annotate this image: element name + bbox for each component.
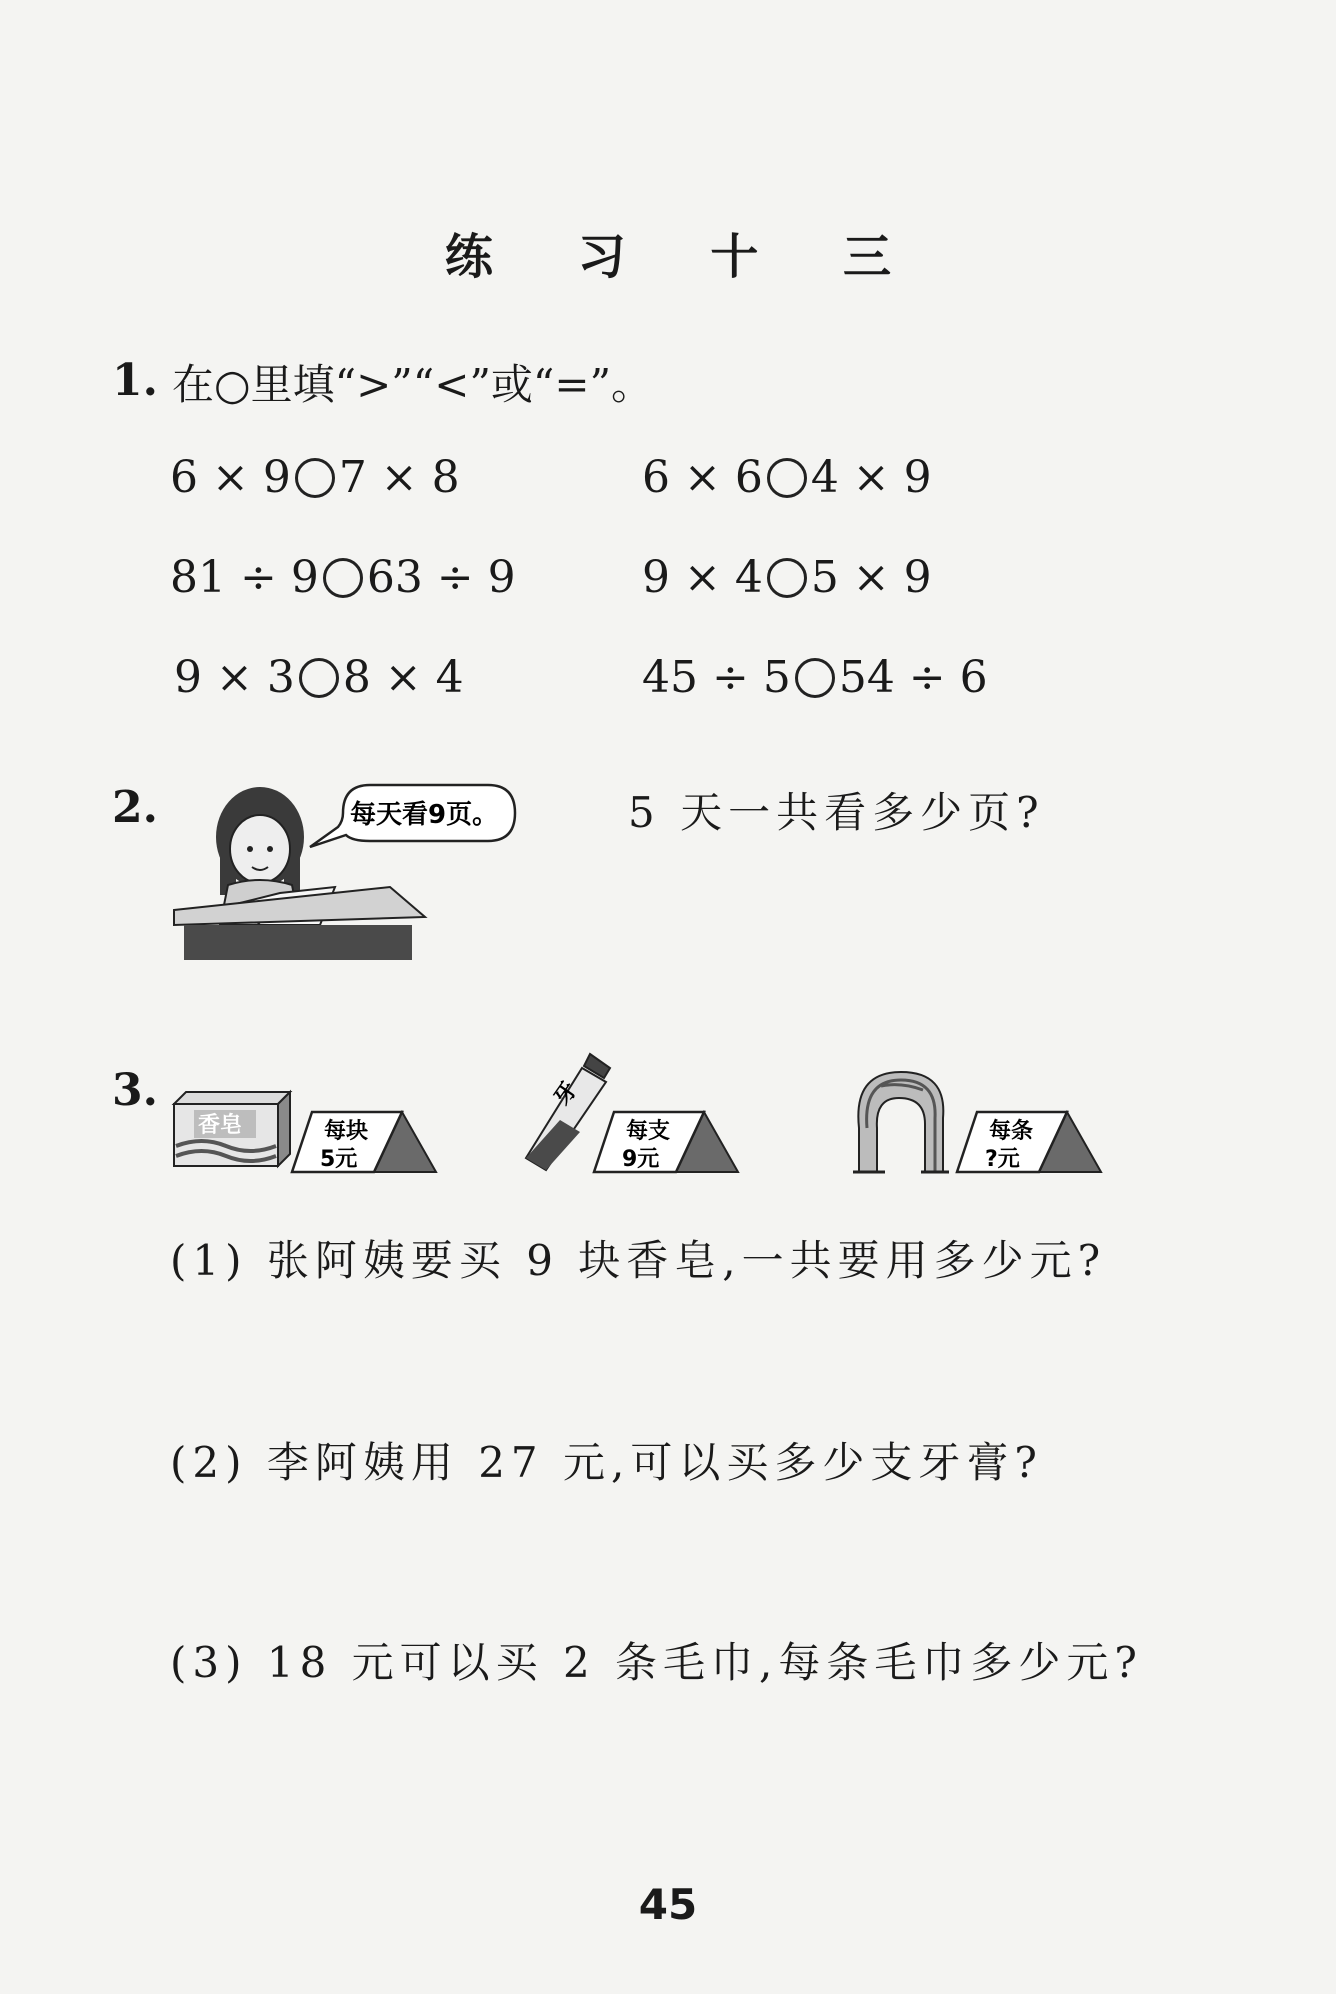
page-number: 45 xyxy=(638,1880,698,1929)
answer-circle[interactable] xyxy=(767,458,807,498)
answer-circle[interactable] xyxy=(295,458,335,498)
expr-2 xyxy=(642,452,932,503)
expr-right: 5 × 9 xyxy=(810,552,932,603)
expr-left: 6 × 6 xyxy=(642,452,763,503)
question-3-number: 3. xyxy=(112,1065,158,1116)
expr-left: 45 ÷ 5 xyxy=(642,652,791,703)
answer-circle[interactable] xyxy=(795,658,835,698)
expr-1 xyxy=(170,452,460,503)
tag-line-2: 5元 xyxy=(320,1147,358,1172)
sub-question-1: (1) 张阿姨要买 9 块香皂,一共要用多少元? xyxy=(170,1236,1107,1285)
answer-circle[interactable] xyxy=(767,558,807,598)
expr-6 xyxy=(642,652,988,703)
price-tag-soap xyxy=(290,1110,440,1174)
tag-line-2: 9元 xyxy=(622,1147,660,1172)
page-title: 练 习 十 三 xyxy=(444,229,926,285)
price-tag-toothpaste xyxy=(592,1110,742,1174)
girl-reading-illustration xyxy=(170,775,530,965)
speech-bubble-text: 每天看9页。 xyxy=(350,800,499,830)
tag-line-2: ?元 xyxy=(985,1147,1020,1172)
question-2-text: 5 天一共看多少页? xyxy=(628,788,1045,837)
expr-left: 81 ÷ 9 xyxy=(170,552,319,603)
expr-right: 63 ÷ 9 xyxy=(366,552,516,603)
sub-question-3: (3) 18 元可以买 2 条毛巾,每条毛巾多少元? xyxy=(170,1638,1143,1687)
expr-4 xyxy=(642,552,932,603)
expr-right: 4 × 9 xyxy=(810,452,932,503)
expr-left: 6 × 9 xyxy=(170,452,291,503)
answer-circle[interactable] xyxy=(323,558,363,598)
expr-right: 8 × 4 xyxy=(342,652,464,703)
answer-circle[interactable] xyxy=(299,658,339,698)
tag-line-1: 每块 xyxy=(324,1119,369,1144)
tag-line-1: 每支 xyxy=(626,1119,671,1144)
question-1-instruction: 在○里填“>”“<”或“=”。 xyxy=(172,360,654,409)
expr-left: 9 × 3 xyxy=(174,652,295,703)
toothpaste-label: 牙 xyxy=(549,1077,583,1110)
expr-5 xyxy=(174,652,464,703)
expr-left: 9 × 4 xyxy=(642,552,763,603)
expr-right: 7 × 8 xyxy=(338,452,460,503)
sub-question-2: (2) 李阿姨用 27 元,可以买多少支牙膏? xyxy=(170,1438,1043,1487)
tag-line-1: 每条 xyxy=(989,1119,1034,1144)
expr-right: 54 ÷ 6 xyxy=(838,652,988,703)
soap-box-illustration xyxy=(172,1090,292,1170)
towel-illustration xyxy=(845,1068,955,1178)
expr-3 xyxy=(170,552,516,603)
question-1-number: 1. xyxy=(112,355,158,406)
soap-label: 香皂 xyxy=(198,1113,243,1138)
price-tag-towel xyxy=(955,1110,1105,1174)
question-2-number: 2. xyxy=(112,782,158,833)
